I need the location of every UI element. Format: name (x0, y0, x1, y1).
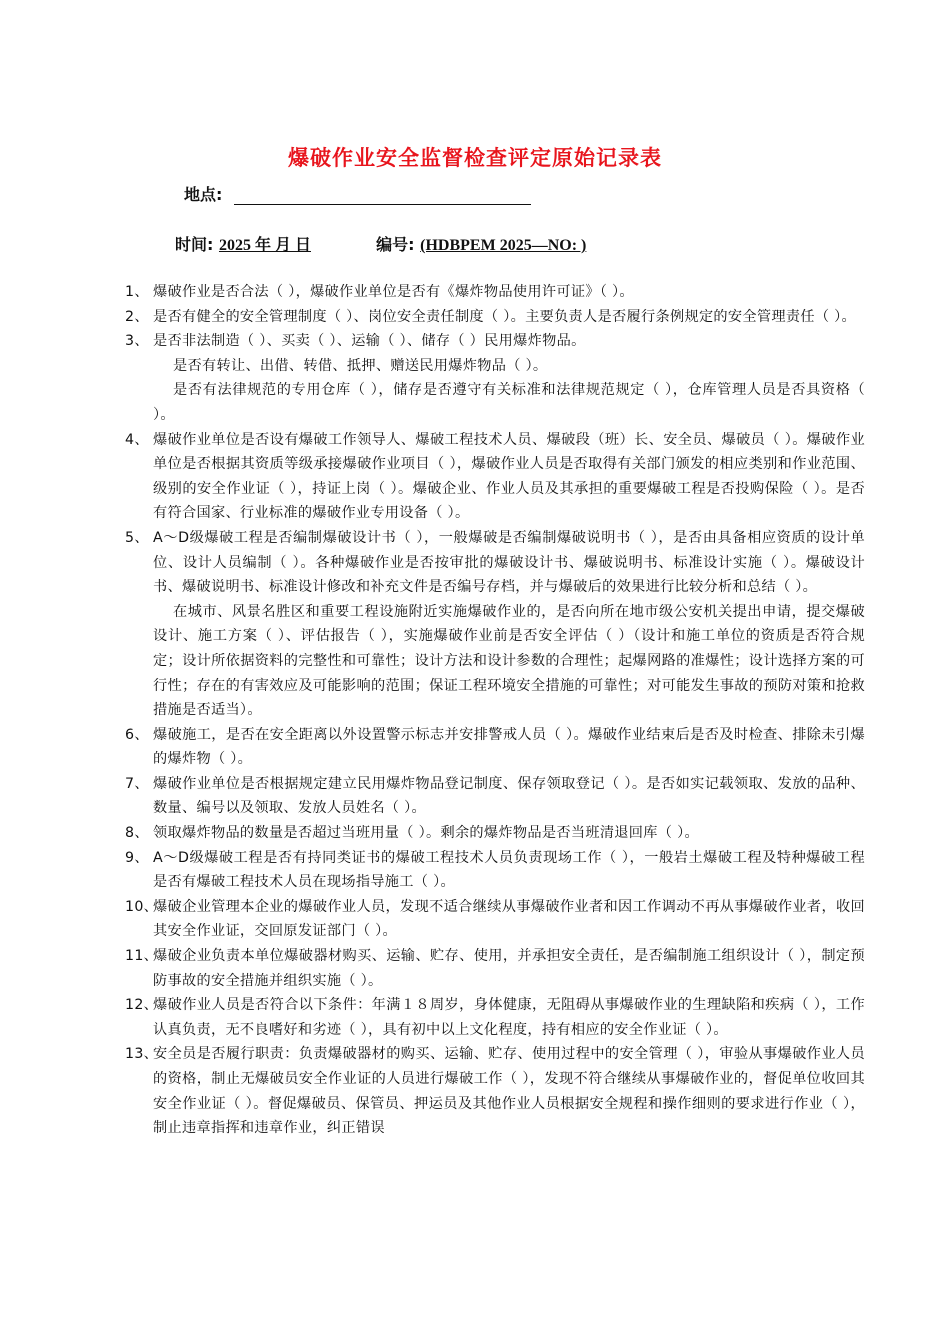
checklist-item (125, 772, 865, 821)
checklist-item (125, 329, 865, 427)
number-label: 编号: (376, 235, 415, 254)
document-title: 爆破作业安全监督检查评定原始记录表 (288, 146, 662, 170)
item-text: 领取爆炸物品的数量是否超过当班用量（ ）。剩余的爆炸物品是否当班清退回库（ ）。 (153, 825, 699, 842)
checklist-item (125, 821, 865, 846)
item-text: A～D级爆破工程是否编制爆破设计书（ ），一般爆破是否编制爆破说明书（ ），是否由具备相应资质的设计单位、设计人员编制（ ）。各种爆破作业是否按审批的爆破设计书、爆破说明书、标准设计实施（ ）。爆破设计书、爆破说明书、标准设计修改和补充文件是否编号存档，并与爆破后的效果进行比较分析和总结（ ）。 (153, 529, 865, 596)
item-text: 在城市、风景名胜区和重要工程设施附近实施爆破作业的，是否向所在地市级公安机关提出申请，提交爆破设计、施工方案（ ）、评估报告（ ），实施爆破作业前是否安全评估（ ）（设计和施工单位的资质是否符合规定；设计所依据资料的完整性和可靠性；设计方法和设计参数的合理性；起爆网路的准爆性；设计选择方案的可行性；存在的有害效应及可能影响的范围；保证工程环境安全措施的可靠性；对可能发生事故的预防对策和抢救措施是否适当）。 (153, 603, 865, 719)
item-number: 13、 (125, 1046, 159, 1063)
item-number: 10、 (125, 898, 159, 915)
item-text: 安全员是否履行职责：负责爆破器材的购买、运输、贮存、使用过程中的安全管理（ ），审验从事爆破作业人员的资格，制止无爆破员安全作业证的人员进行爆破工作（ ），发现不符合继续从事爆破作业的，督促单位收回其安全作业证（ ）。督促爆破员、保管员、押运员及其他作业人员根据安全规程和操作细则的要求进行作业（ ），制止违章指挥和违章作业，纠正错误 (153, 1046, 865, 1137)
item-text: 爆破施工，是否在安全距离以外设置警示标志并安排警戒人员（ ）。爆破作业结束后是否及时检查、排除未引爆的爆炸物（ ）。 (153, 726, 865, 768)
checklist-item (125, 723, 865, 772)
item-text: 爆破作业人员是否符合以下条件：年满１８周岁，身体健康，无阻碍从事爆破作业的生理缺陷和疾病（ ），工作认真负责，无不良嗜好和劣迹（ ），具有初中以上文化程度，持有相应的安全作业证（ ）。 (153, 997, 865, 1038)
checklist-item (125, 944, 865, 993)
item-text: 爆破企业负责本单位爆破器材购买、运输、贮存、使用，并承担安全责任，是否编制施工组织设计（ ），制定预防事故的安全措施并组织实施（ ）。 (153, 948, 865, 989)
time-label: 时间: (175, 235, 214, 254)
item-text: 爆破企业管理本企业的爆破作业人员，发现不适合继续从事爆破作业者和因工作调动不再从事爆破作业者，收回其安全作业证，交回原发证部门（ ）。 (153, 898, 865, 940)
checklist-item (125, 846, 865, 895)
item-text: 爆破作业单位是否根据规定建立民用爆炸物品登记制度、保存领取登记（ ）。是否如实记载领取、发放的品种、数量、编号以及领取、发放人员姓名（ ）。 (153, 775, 865, 817)
item-number: 3、 (125, 333, 149, 350)
item-text: 爆破作业是否合法（ ），爆破作业单位是否有《爆炸物品使用许可证》（ ）。 (153, 284, 634, 300)
location-row (184, 182, 531, 205)
checklist-item (125, 1042, 865, 1140)
item-text: A～D级爆破工程是否有持同类证书的爆破工程技术人员负责现场工作（ ），一般岩土爆破工程及特种爆破工程是否有爆破工程技术人员在现场指导施工（ ）。 (153, 849, 865, 891)
item-text: 爆破作业单位是否设有爆破工作领导人、爆破工程技术人员、爆破段（班）长、安全员、爆破员（ ）。爆破作业单位是否根据其资质等级承接爆破作业项目（ ），爆破作业人员是否取得有关部门颁发的相应类别和作业范围、级别的安全作业证（ ），持证上岗（ ）。爆破企业、作业人员及其承担的重要爆破工程是否投购保险（ ）。是否有符合国家、行业标准的爆破作业专用设备（ ）。 (153, 431, 865, 522)
item-number: 6、 (125, 726, 149, 743)
checklist-item (125, 428, 865, 526)
item-number: 1、 (125, 284, 149, 300)
checklist-item (125, 895, 865, 944)
item-number: 8、 (125, 825, 149, 842)
number-value: (HDBPEM 2025—NO: ) (420, 237, 587, 254)
item-text: 是否非法制造（ ）、买卖（ ）、运输（ ）、储存（ ）民用爆炸物品。 (153, 333, 586, 350)
checklist-item (125, 280, 865, 305)
meta-row (175, 232, 586, 255)
checklist (125, 280, 865, 1141)
item-text: 是否有法律规范的专用仓库（ ），储存是否遵守有关标准和法律规范规定（ ），仓库管理人员是否具资格（ ）。 (153, 382, 865, 423)
item-number: 4、 (125, 431, 149, 448)
location-blank-line (234, 186, 531, 205)
item-number: 5、 (125, 529, 149, 546)
checklist-item (125, 526, 865, 723)
item-number: 9、 (125, 849, 149, 866)
item-text: 是否有转让、出借、转借、抵押、赠送民用爆炸物品（ ）。 (173, 357, 548, 374)
checklist-item (125, 993, 865, 1042)
item-number: 11、 (125, 948, 159, 965)
location-label: 地点: (184, 185, 223, 204)
date-value: 2025 年 月 日 (218, 237, 311, 254)
item-number: 12、 (125, 997, 159, 1014)
item-number: 7、 (125, 775, 149, 792)
checklist-item (125, 305, 865, 330)
item-number: 2、 (125, 308, 149, 325)
item-text: 是否有健全的安全管理制度（ ）、岗位安全责任制度（ ）。主要负责人是否履行条例规定的安全管理责任（ ）。 (153, 308, 857, 325)
